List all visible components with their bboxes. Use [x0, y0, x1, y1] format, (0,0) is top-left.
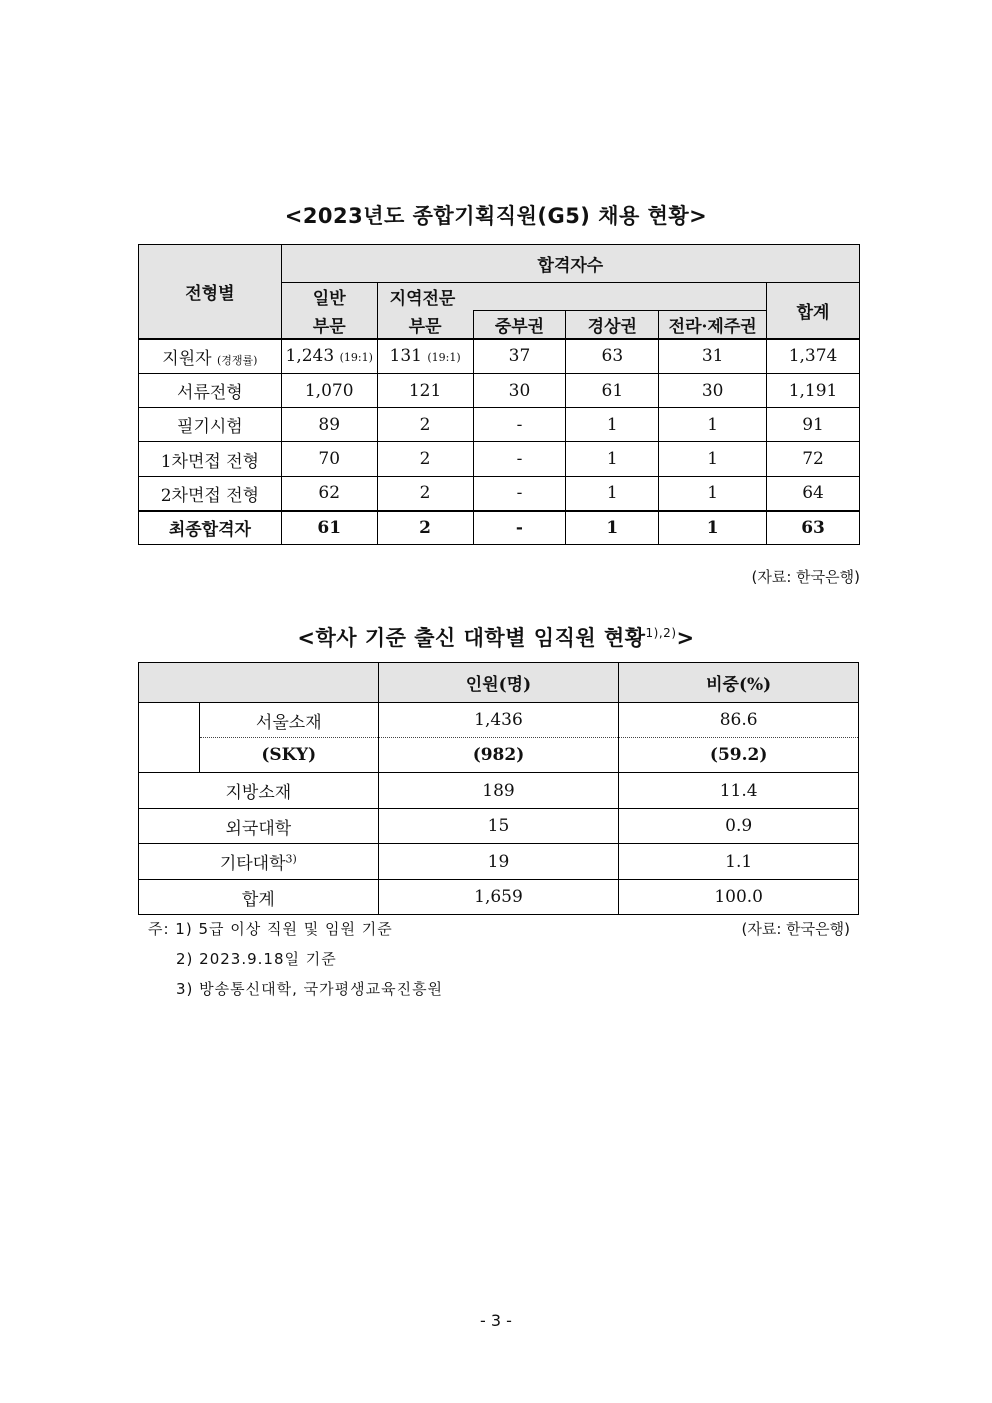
cell-regional: 121: [377, 374, 473, 408]
header-passers: 합격자수: [281, 245, 859, 283]
header-regional-1: 지역전문: [377, 283, 766, 311]
cell-share: 1.1: [619, 844, 859, 880]
cell-regional: 2: [377, 511, 473, 545]
cell-central: -: [473, 408, 566, 442]
table-row: [139, 442, 860, 477]
table-row: [139, 408, 860, 442]
cell-count: 189: [378, 773, 619, 809]
recruitment-table: [138, 244, 860, 545]
note-1: 주: 1) 5급 이상 직원 및 임원 기준: [148, 920, 393, 938]
header-jeolla-jeju: 전라·제주권: [659, 311, 767, 339]
cell-general: 1,070: [281, 374, 377, 408]
cell-total: 91: [767, 408, 860, 442]
cell-jeolla: 1: [659, 511, 767, 545]
header-gyeongsang: 경상권: [566, 311, 659, 339]
table-row: [139, 703, 859, 738]
cell-jeolla: 31: [659, 339, 767, 374]
cell-gyeongsang: 1: [566, 477, 659, 511]
cell-jeolla: 1: [659, 408, 767, 442]
row-label: 최종합격자: [139, 511, 282, 545]
cell-share: 11.4: [619, 773, 859, 809]
cell-total: 1,191: [767, 374, 860, 408]
cell-regional: 131: [389, 346, 422, 367]
cell-jeolla: 30: [659, 374, 767, 408]
header-regional-2: 부문: [377, 311, 473, 339]
cell-regional-note: (19:1): [427, 351, 461, 365]
cell-central: -: [473, 442, 566, 477]
cell-count: 1,659: [378, 880, 619, 915]
cell-total: 72: [767, 442, 860, 477]
cell-general: 70: [281, 442, 377, 477]
header-stage: 전형별: [139, 245, 282, 339]
cell-share: 86.6: [619, 703, 859, 738]
row-label: 외국대학: [139, 809, 379, 844]
header-count: 인원(명): [378, 663, 619, 703]
row-label: 지방소재: [139, 773, 379, 809]
cell-general: 89: [281, 408, 377, 442]
cell-count: 15: [378, 809, 619, 844]
header-share: 비중(%): [619, 663, 859, 703]
cell-general: 61: [281, 511, 377, 545]
note-3: 3) 방송통신대학, 국가평생교육진흥원: [176, 980, 444, 998]
table-row: [139, 511, 860, 545]
cell-count: 1,436: [378, 703, 619, 738]
header-blank: [139, 663, 379, 703]
row-label-note: (경쟁률): [216, 353, 258, 367]
cell-share: 100.0: [619, 880, 859, 915]
header-central: 중부권: [473, 311, 566, 339]
table-row: [139, 773, 859, 809]
cell-gyeongsang: 1: [566, 408, 659, 442]
cell-gyeongsang: 1: [566, 442, 659, 477]
cell-total: 64: [767, 477, 860, 511]
cell-central: 37: [473, 339, 566, 374]
cell-general: 62: [281, 477, 377, 511]
cell-gyeongsang: 1: [566, 511, 659, 545]
table-row: [139, 880, 859, 915]
row-label: 서울소재: [199, 703, 378, 738]
header-total: 합계: [767, 283, 860, 339]
table1-title: <2023년도 종합기획직원(G5) 채용 현황>: [284, 204, 708, 228]
row-label: 1차면접 전형: [139, 442, 282, 477]
row-label: 2차면접 전형: [139, 477, 282, 511]
table2-source: (자료: 한국은행): [741, 920, 850, 938]
cell-jeolla: 1: [659, 442, 767, 477]
table-row: [139, 738, 859, 773]
table2-title: [0, 622, 992, 652]
row-label-text: 기타대학: [219, 854, 286, 874]
header-general-2: 부문: [281, 311, 377, 339]
table1-source: (자료: 한국은행): [751, 568, 860, 586]
row-label: 합계: [139, 880, 379, 915]
cell-share: 0.9: [619, 809, 859, 844]
row-label: 서류전형: [139, 374, 282, 408]
table-row: [139, 374, 860, 408]
cell-total: 63: [767, 511, 860, 545]
table-row: [139, 844, 859, 880]
cell-regional: 2: [377, 408, 473, 442]
table2-title-text: <학사 기준 출신 대학별 임직원 현황: [297, 626, 646, 650]
group-blank: [139, 703, 200, 773]
row-label: 필기시험: [139, 408, 282, 442]
cell-jeolla: 1: [659, 477, 767, 511]
row-label: [139, 844, 379, 880]
cell-central: -: [473, 477, 566, 511]
cell-central: -: [473, 511, 566, 545]
header-general-1: 일반: [281, 283, 377, 311]
cell-share: (59.2): [619, 738, 859, 773]
university-table: [138, 662, 859, 915]
cell-general: 1,243: [285, 346, 335, 367]
cell-regional: 2: [377, 442, 473, 477]
table2-title-footnote: 1),2): [645, 626, 677, 640]
cell-total: 1,374: [767, 339, 860, 374]
table-row: [139, 339, 860, 374]
table-row: [139, 477, 860, 511]
row-label: (SKY): [199, 738, 378, 773]
cell-central: 30: [473, 374, 566, 408]
note-2: 2) 2023.9.18일 기준: [176, 950, 337, 968]
table2-title-end: >: [676, 626, 695, 650]
cell-count: (982): [378, 738, 619, 773]
row-label-footnote: 3): [285, 852, 297, 866]
cell-general-note: (19:1): [339, 351, 373, 365]
page-number: - 3 -: [480, 1311, 512, 1330]
cell-count: 19: [378, 844, 619, 880]
cell-gyeongsang: 61: [566, 374, 659, 408]
cell-regional: 2: [377, 477, 473, 511]
table-row: [139, 809, 859, 844]
row-label: 지원자: [162, 348, 212, 369]
cell-gyeongsang: 63: [566, 339, 659, 374]
